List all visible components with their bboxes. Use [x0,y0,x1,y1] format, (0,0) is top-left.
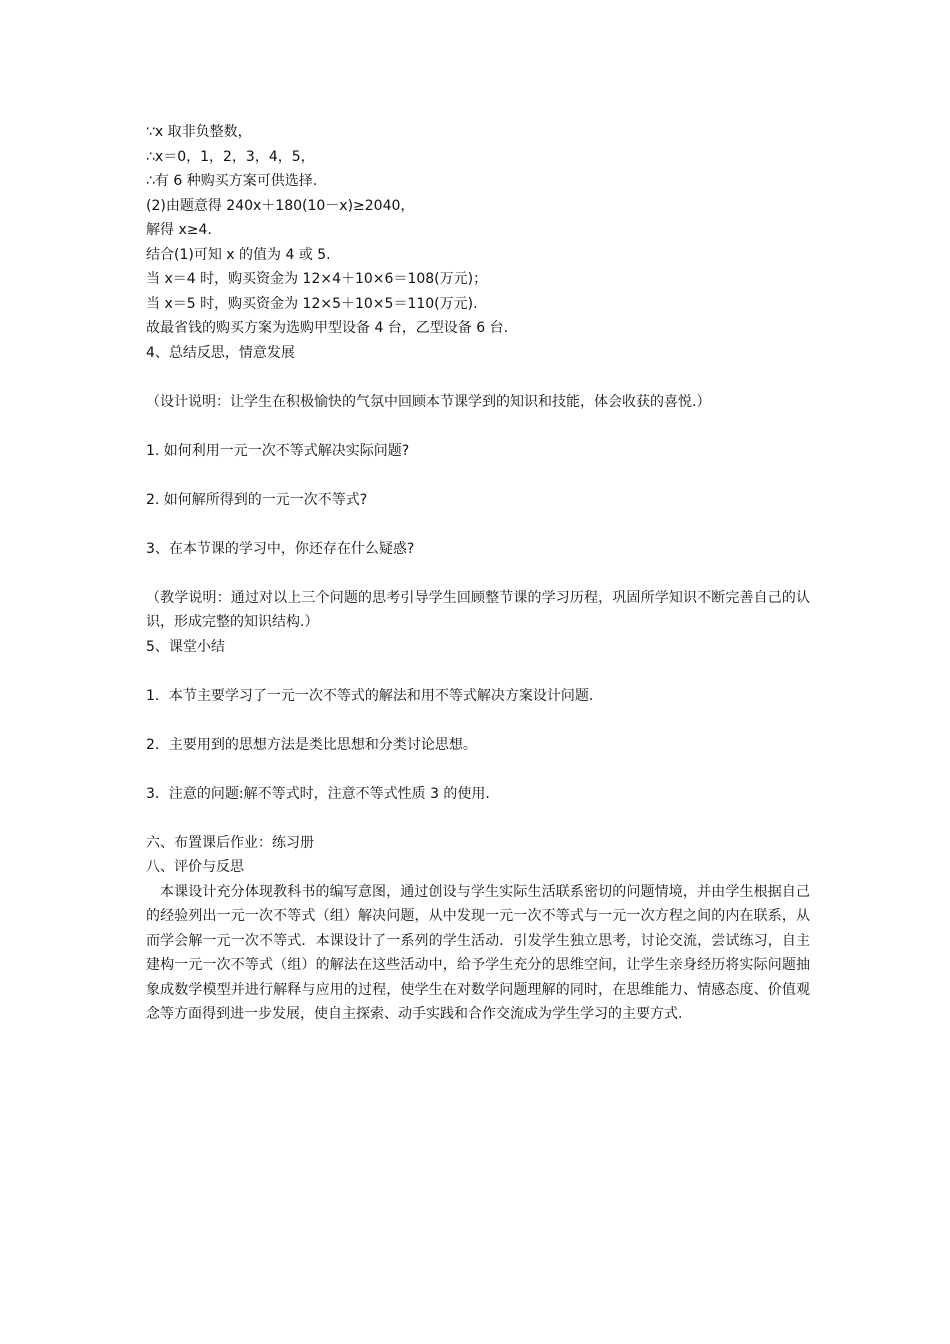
section4-heading: 4、总结反思，情意发展 [146,344,295,361]
solution-line-3: ∴有 6 种购买方案可供选择. [146,173,318,189]
solution-line-6: 结合(1)可知 x 的值为 4 或 5. [146,246,331,263]
solution-line-9: 故最省钱的购买方案为选购甲型设备 4 台，乙型设备 6 台. [146,320,509,336]
solution-line-5: 解得 x≥4. [146,222,212,238]
solution-line-2: ∴x＝0，1，2，3，4，5， [146,148,315,165]
teaching-note: （教学说明：通过对以上三个问题的思考引导学生回顾整节课的学习历程，巩固所学知识不断完善自己的认识，形成完整的知识结构.） [146,589,810,630]
design-note: （设计说明：让学生在积极愉快的气氛中回顾本节课学到的知识和技能，体会收获的喜悦.） [146,393,711,410]
summary-item-2: 2．主要用到的思想方法是类比思想和分类讨论思想。 [146,736,477,753]
section5-heading: 5、课堂小结 [146,638,225,655]
reflection-question-1: 1. 如何利用一元一次不等式解决实际问题? [146,442,410,459]
document-page [146,120,810,1027]
reflection-heading: 八、评价与反思 [146,859,244,875]
spacer [146,414,810,439]
spacer [146,512,810,537]
spacer [146,561,810,586]
spacer [146,708,810,733]
summary-item-1: 1．本节主要学习了一元一次不等式的解法和用不等式解决方案设计问题. [146,687,594,704]
reflection-question-3: 3、在本节课的学习中，你还存在什么疑惑? [146,540,415,557]
reflection-body: 本课设计充分体现教科书的编写意图，通过创设与学生实际生活联系密切的问题情境，并由学生根据自己的经验列出一元一次不等式（组）解决问题，从中发现一元一次不等式与一元一次方程之间的内在联系，从而学会解一元一次不等式．本课设计了一系列的学生活动．引发学生独立思考，讨论交流，尝试练习，自主建构一元一次不等式（组）的解法在这些活动中，给予学生充分的思维空间，让学生亲身经历将实际问题抽象成数学模型并进行解释与应用的过程，使学生在对数学问题理解的同时，在思维能力、情感态度、价值观念等方面得到进一步发展，使自主探索、动手实践和合作交流成为学生学习的主要方式. [146,883,810,1022]
summary-item-3: 3．注意的问题:解不等式时，注意不等式性质 3 的使用. [146,785,490,802]
spacer [146,757,810,782]
homework-heading: 六、布置课后作业：练习册 [146,834,314,851]
spacer [146,365,810,390]
spacer [146,806,810,831]
spacer [146,659,810,684]
spacer [146,463,810,488]
reflection-question-2: 2. 如何解所得到的一元一次不等式? [146,491,368,508]
solution-line-1: ∵x 取非负整数， [146,124,252,140]
solution-line-8: 当 x＝5 时，购买资金为 12×5＋10×5＝110(万元). [146,295,478,312]
solution-line-7: 当 x＝4 时，购买资金为 12×4＋10×6＝108(万元)； [146,271,488,287]
solution-line-4: (2)由题意得 240x＋180(10－x)≥2040， [146,197,415,214]
